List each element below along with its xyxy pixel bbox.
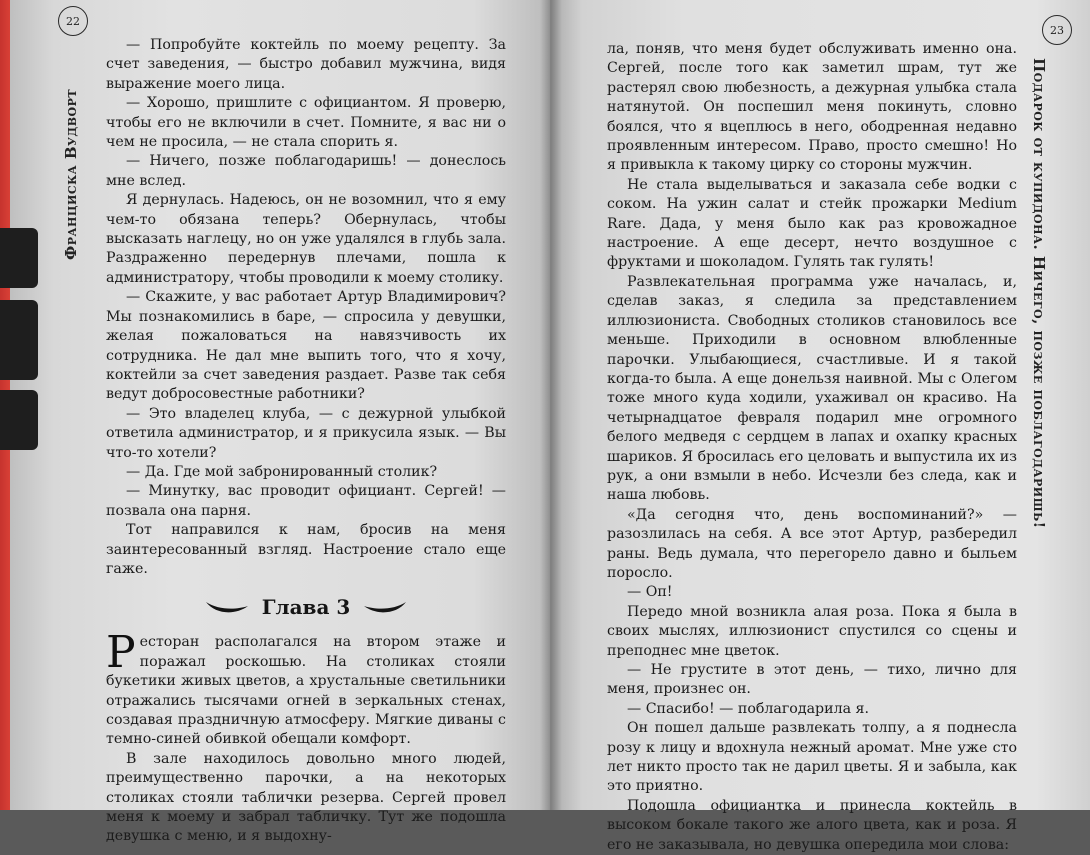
- paragraph: — Оп!: [627, 584, 673, 601]
- book-spine-shadow: [540, 0, 562, 810]
- paragraph: ла, поняв, что меня будет обслуживать именно она. Сергей, после того как заметил шрам, тут же растерял свою любезность, а дежурная улыбка стала натянутой. Он поспешил меня покинуть, словно боялся, что я вцеплюсь в него, ободренная недавно проявленным интересом. Право, просто смешно! Но я привыкла к такому цирку со стороны мужчин.: [607, 41, 1017, 174]
- paragraph: — Ничего, позже поблагодаришь! — донеслось мне вслед.: [106, 153, 506, 189]
- paragraph: Не стала выделываться и заказала себе водки с соком. На ужин салат и стейк прожарки Medium Rare. Дада, у меня было как раз кровожадное настроение. А еще десерт, нечто воздушное с фруктами и шоколадом. Гулять так гулять!: [607, 176, 1017, 271]
- paragraph: Он пошел дальше развлекать толпу, а я поднесла розу к лицу и вдохнула нежный аромат. Мне уже сто лет никто просто так не дарил цветы. Я и забыла, как это приятно.: [607, 720, 1017, 795]
- paragraph: Тот направился к нам, бросив на меня заинтересованный взгляд. Настроение стало еще гаже.: [106, 522, 506, 577]
- left-flourish-icon: [204, 599, 250, 615]
- binder-clip: [0, 390, 38, 450]
- paragraph: Я дернулась. Надеюсь, он не возомнил, что я ему чем-то обязана теперь? Обернулась, чтобы высказать наглецу, но он уже удалялся в глубь зала. Раздраженно передернув плечами, пошла к администратору, чтобы проводили к моему столику.: [106, 192, 506, 286]
- paragraph: — Скажите, у вас работает Артур Владимирович? Мы познакомились в баре, — спросила у девушки, желая пожаловаться на навязчивость их сотрудника. Не дал мне выпить того, что я хочу, коктейли за счет заведения раздает. Разве так себя ведут добросовестные работники?: [106, 289, 506, 403]
- chapter-opening-paragraph: [106, 627, 506, 749]
- chapter-title: Глава 3: [261, 594, 351, 619]
- left-running-head-text: Франциска Вудворт: [62, 88, 80, 260]
- chapter-heading: [106, 595, 506, 619]
- paragraph: «Да сегодня что, день воспоминаний?» — разозлилась на себя. А все этот Артур, разбередил раны. Ведь думала, что перегорело давно и быльем поросло.: [607, 506, 1017, 581]
- dropcap-paragraph-text: есторан располагался на втором этаже и поражал роскошью. На столиках стояли букетики живых цветов, а хрустальные светильники отражались тысячами огней в зеркальных стенах, создавая праздничную атмосферу. Мягкие диваны с темно-синей обивкой обещали комфорт.: [106, 634, 506, 748]
- right-running-head-text: Подарок от купидона. Ничего, позже поблагодаришь!: [1030, 58, 1048, 529]
- right-page-number: 23: [1042, 15, 1072, 45]
- paragraph: Развлекательная программа уже началась, и, сделав заказ, я следила за представлением иллюзиониста. Свободных столиков становилось все меньше. Приходили в основном влюбленные парочки. Улыбающиеся, счастливые. И я такой когда-то была. А еще донельзя наивной. Мы с Олегом тоже много куда ходили, ухаживал он красиво. На четырнадцатое февраля подарил мне огромного белого медведя с сердцем в лапах и охапку красных шариков. Я бросилась его целовать и выпустила их из рук, а они взмыли в небо. Исчезли без следа, как и наша любовь.: [607, 273, 1017, 504]
- binder-clip: [0, 228, 38, 288]
- paragraph: — Хорошо, пришлите с официантом. Я проверю, чтобы его не включили в счет. Помните, я вас ни о чем не просила, — не стала спорить я.: [106, 95, 506, 151]
- paragraph: — Минутку, вас проводит официант. Сергей! — позвала она парня.: [106, 483, 506, 519]
- right-flourish-icon: [362, 599, 408, 615]
- right-page-text: [607, 40, 1017, 855]
- left-page-text: [106, 36, 506, 847]
- drop-cap: Р: [106, 627, 136, 679]
- paragraph: — Спасибо! — поблагодарила я.: [627, 700, 870, 717]
- left-page-number: 22: [58, 6, 88, 36]
- paragraph: — Да. Где мой забронированный столик?: [126, 463, 438, 480]
- paragraph: Подошла официантка и принесла коктейль в высоком бокале такого же алого цвета, как и роза. Я его не заказывала, но девушка опередила мои слова:: [607, 797, 1017, 853]
- binder-clip: [0, 300, 38, 380]
- paragraph: — Это владелец клуба, — с дежурной улыбкой ответила администратор, и я прикусила язык. — Вы что-то хотели?: [106, 405, 506, 461]
- paragraph: Передо мной возникла алая роза. Пока я была в своих мыслях, иллюзионист спустился со сцены и преподнес мне цветок.: [607, 603, 1017, 659]
- paragraph: В зале находилось довольно много людей, преимущественно парочки, а на некоторых столиках стояли таблички резерва. Сергей провел меня к моему и забрал табличку. Тут же подошла девушка с меню, и я выдохну-: [106, 750, 506, 845]
- paragraph: — Попробуйте коктейль по моему рецепту. За счет заведения, — быстро добавил мужчина, видя выражение моего лица.: [106, 37, 506, 92]
- paragraph: — Не грустите в этот день, — тихо, лично для меня, произнес он.: [607, 662, 1017, 698]
